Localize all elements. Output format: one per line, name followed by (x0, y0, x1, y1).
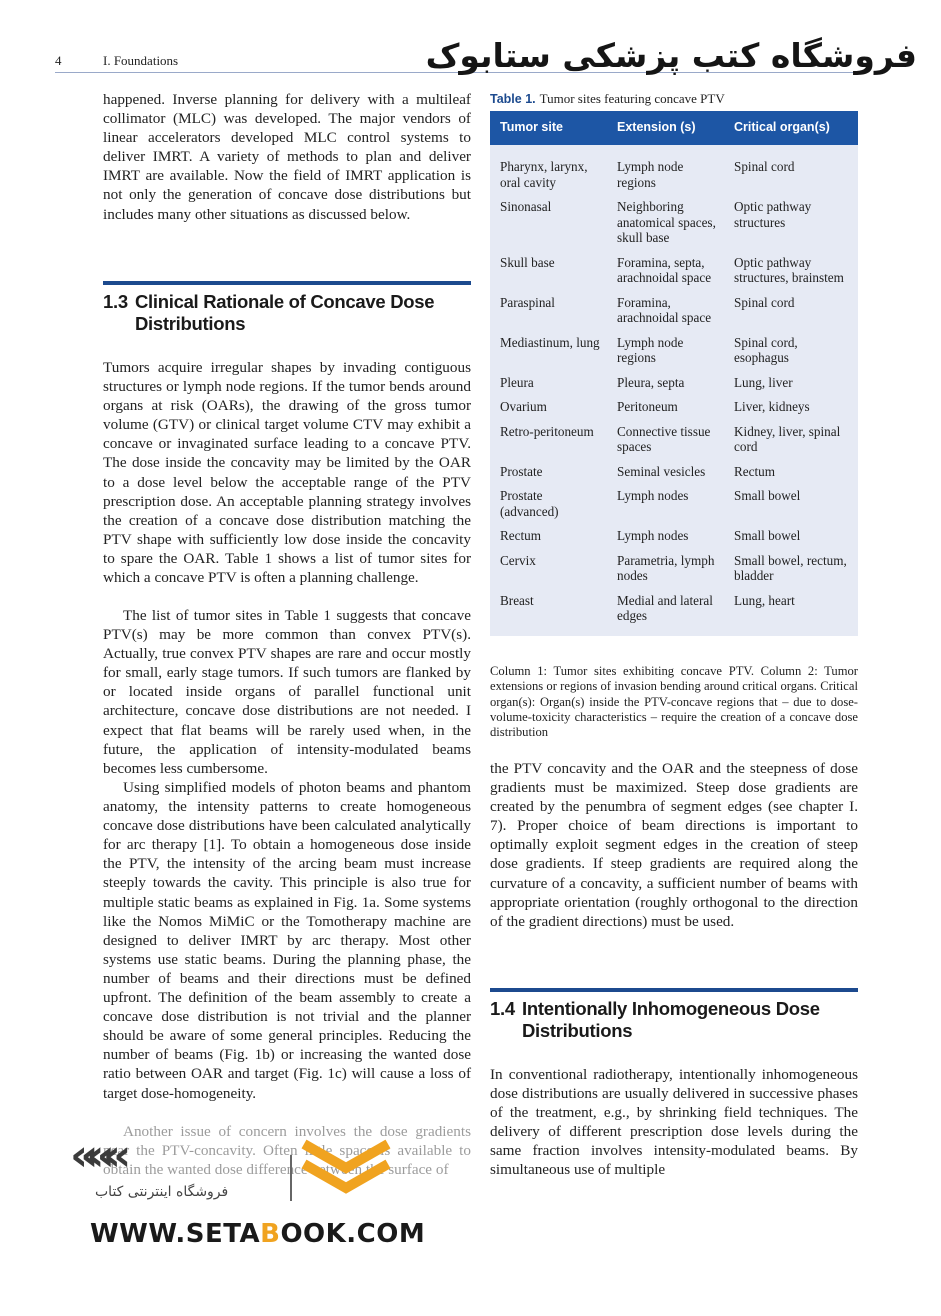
tumor-table-wrapper (490, 111, 858, 636)
table-caption-label: Table 1. (490, 92, 536, 106)
critical-organ-cell: Lung, liver (734, 374, 793, 390)
tumor-site-cell: Rectum (500, 528, 542, 543)
extension-cell: Lymph node regions (617, 334, 684, 365)
table-caption (490, 91, 858, 107)
section-title-line2: Distributions (135, 313, 246, 334)
table-row (490, 528, 858, 553)
tumor-site-cell: Prostate (500, 463, 543, 479)
extension-cell: Lymph node regions (617, 159, 684, 190)
page-number: 4 (55, 53, 62, 68)
tumor-site-cell: Ovarium (500, 399, 547, 414)
extension-cell: Parametria, lymph nodes (617, 552, 715, 583)
chevrons-icon: ««« (70, 1130, 120, 1181)
section-heading-1-4 (490, 998, 858, 1042)
tumor-site-cell: Retro-peritoneum (500, 423, 594, 439)
website-prefix: WWW.SETA (90, 1219, 261, 1249)
tumor-sites-table (490, 111, 858, 636)
column-header: Extension (s) (607, 111, 724, 145)
table-row (490, 399, 858, 424)
tumor-site-cell: Paraspinal (500, 294, 555, 310)
critical-organ-cell: Spinal cord, esophagus (734, 334, 798, 365)
extension-cell: Neighboring anatomical spaces, skull base (617, 199, 716, 245)
table-row (490, 488, 858, 528)
tumor-site-cell: Cervix (500, 552, 536, 568)
body-paragraph: Using simplified models of photon beams and phantom anatomy, the intensity patterns to create homogeneous concave dose distributions have been calculated analytically for arc therapy [1]. To obtain a homogeneous dose inside the PTV, the intensity of the arcing beam must increase steeply towards the cavity. This principle is also true for multiple static beams as explained in Fig. 1a. Some systems like the Nomos MiMiC or the Tomotherapy machine are designed to deliver IMRT by arc therapy. Most other systems use static beams. During the planning phase, the number of beams and their directions must be defined upfront. The definition of the beam assembly to create a concave dose distribution is not trivial and the planner should be aware of some general principles. Reducing the number of beams (Fig. 1b) or increasing the wanted dose ratio between OAR and target (Fig. 1c) will cause a loss of target dose-homogeneity. (103, 779, 471, 1102)
body-paragraph: In conventional radiotherapy, intentionally inhomogeneous dose distributions are usually delivered in successive phases of the treatment, e.g., by shrinking field techniques. The delivery of different prescription dose levels during the same fraction involves intensity-modulated beams. By simultaneous use of multiple (490, 1066, 858, 1179)
running-header-section: I. Foundations (103, 53, 179, 68)
extension-cell: Medial and lateral edges (617, 592, 713, 623)
table-row (490, 424, 858, 464)
intro-paragraph: happened. Inverse planning for delivery with a multileaf collimator (MLC) was developed. The major vendors of linear accelerators developed MLC control systems to deliver IMRT. A variety of methods to plan and deliver IMRT are available. Now the field of IMRT application is not only the generation of concave dose distributions but includes many other situations as discussed below. (103, 91, 471, 223)
critical-organ-cell: Small bowel (734, 488, 801, 503)
critical-organ-cell: Rectum (734, 463, 776, 479)
section-number: 1.3 (103, 291, 128, 312)
table-row (490, 295, 858, 335)
column-header: Critical organ(s) (724, 111, 858, 145)
section-title-line1: Intentionally Inhomogeneous Dose (522, 998, 820, 1019)
critical-organ-cell: Small bowel (734, 528, 801, 543)
website-accent-letter: B (260, 1219, 281, 1249)
website-suffix: OOK.COM (280, 1219, 426, 1249)
table-row (490, 335, 858, 375)
critical-organ-cell: Optic pathway structures, brainstem (734, 254, 844, 285)
section-number: 1.4 (490, 998, 515, 1019)
table-footnote: Column 1: Tumor sites exhibiting concave PTV. Column 2: Tumor extensions or regions of invasion bending around critical organs. Critical organ(s): Organ(s) inside the PTV-concave regions that – due to dose-volume-toxicity characteristics – require the creation of a concave dose distribution (490, 664, 858, 740)
critical-organ-cell: Liver, kidneys (734, 399, 810, 414)
extension-cell: Seminal vesicles (617, 463, 706, 479)
extension-cell: Pleura, septa (617, 374, 685, 390)
setabook-logo-icon (300, 1138, 392, 1194)
table-row (490, 553, 858, 593)
table-row (490, 464, 858, 489)
critical-organ-cell: Optic pathway structures (734, 199, 812, 230)
extension-cell: Foramina, septa, arachnoidal space (617, 254, 712, 285)
critical-organ-cell: Kidney, liver, spinal cord (734, 423, 841, 454)
critical-organ-cell: Lung, heart (734, 592, 795, 608)
section-title-line2: Distributions (522, 1020, 633, 1041)
extension-cell: Connective tissue spaces (617, 423, 711, 454)
extension-cell: Foramina, arachnoidal space (617, 294, 712, 325)
section-rule-1-4 (490, 988, 858, 992)
column-header: Tumor site (490, 111, 607, 145)
body-paragraph: Tumors acquire irregular shapes by invading contiguous structures or lymph node regions. If the tumor bends around organs at risk (OARs), the drawing of the gross tumor volume (GTV) or clinical target volume CTV may exhibit a concave or invaginated surface leading to a concave PTV. The dose inside the concavity may be limited by the OAR to a dose level below the acceptable range of the PTV prescription dose. An acceptable planning strategy involves the creation of a concave dose distribution matching the PTV shape with sufficiently low dose inside the concavity to spare the OAR. Table 1 shows a list of tumor sites for which a concave PTV is often a planning challenge. (103, 359, 471, 587)
continuation-paragraph: the PTV concavity and the OAR and the steepness of dose gradients must be maximized. Steep dose gradients are created by the penumbra of segment edges (see chapter I. 7). Proper choice of beam directions is important to optimally exploit segment edges in the creation of steep dose gradients. If steep gradients are required along the curvature of a concavity, a sufficient number of beams with appropriate orientation (roughly orthogonal to the direction of the gradient directions) must be used. (490, 760, 858, 930)
tumor-site-cell: Breast (500, 592, 534, 608)
section-rule-1-3 (103, 281, 471, 285)
tumor-site-cell: Pharynx, larynx, oral cavity (500, 159, 588, 190)
tumor-site-cell: Pleura (500, 374, 534, 390)
tumor-site-cell: Mediastinum, lung (500, 334, 600, 350)
body-paragraph: The list of tumor sites in Table 1 suggests that concave PTV(s) may be more common than convex PTV(s). Actually, true convex PTV shapes are rare and occur mostly for small, early stage tumors. If such tumors are flanked by or located inside organs of parallel functional unit architecture, concave dose distributions are not needed. I expect that flat beams will be rarely used when, in the future, the application of intensity-modulated beams becomes less cumbersome. (103, 607, 471, 777)
table-caption-text: Tumor sites featuring concave PTV (539, 91, 725, 106)
table-row (490, 593, 858, 636)
extension-cell: Peritoneum (617, 399, 678, 414)
critical-organ-cell: Spinal cord (734, 294, 795, 310)
website-url (90, 1219, 425, 1249)
tumor-site-cell: Prostate (advanced) (500, 488, 559, 519)
tumor-site-cell: Sinonasal (500, 199, 552, 214)
section-heading-1-3 (103, 291, 471, 335)
table-row (490, 199, 858, 255)
tumor-site-cell: Skull base (500, 254, 555, 270)
section-title-line1: Clinical Rationale of Concave Dose (135, 291, 435, 312)
table-row (490, 255, 858, 295)
table-row (490, 145, 858, 199)
critical-organ-cell: Small bowel, rectum, bladder (734, 552, 847, 583)
extension-cell: Lymph nodes (617, 488, 689, 503)
store-watermark-title: فروشگاه کتب پزشکی ستابوک (425, 36, 917, 75)
critical-organ-cell: Spinal cord (734, 159, 795, 174)
logo-divider (290, 1155, 292, 1201)
table-header-row (490, 111, 858, 145)
table-row (490, 375, 858, 400)
logo-tagline: فروشگاه اینترنتی کتاب (95, 1184, 229, 1200)
extension-cell: Lymph nodes (617, 528, 689, 543)
